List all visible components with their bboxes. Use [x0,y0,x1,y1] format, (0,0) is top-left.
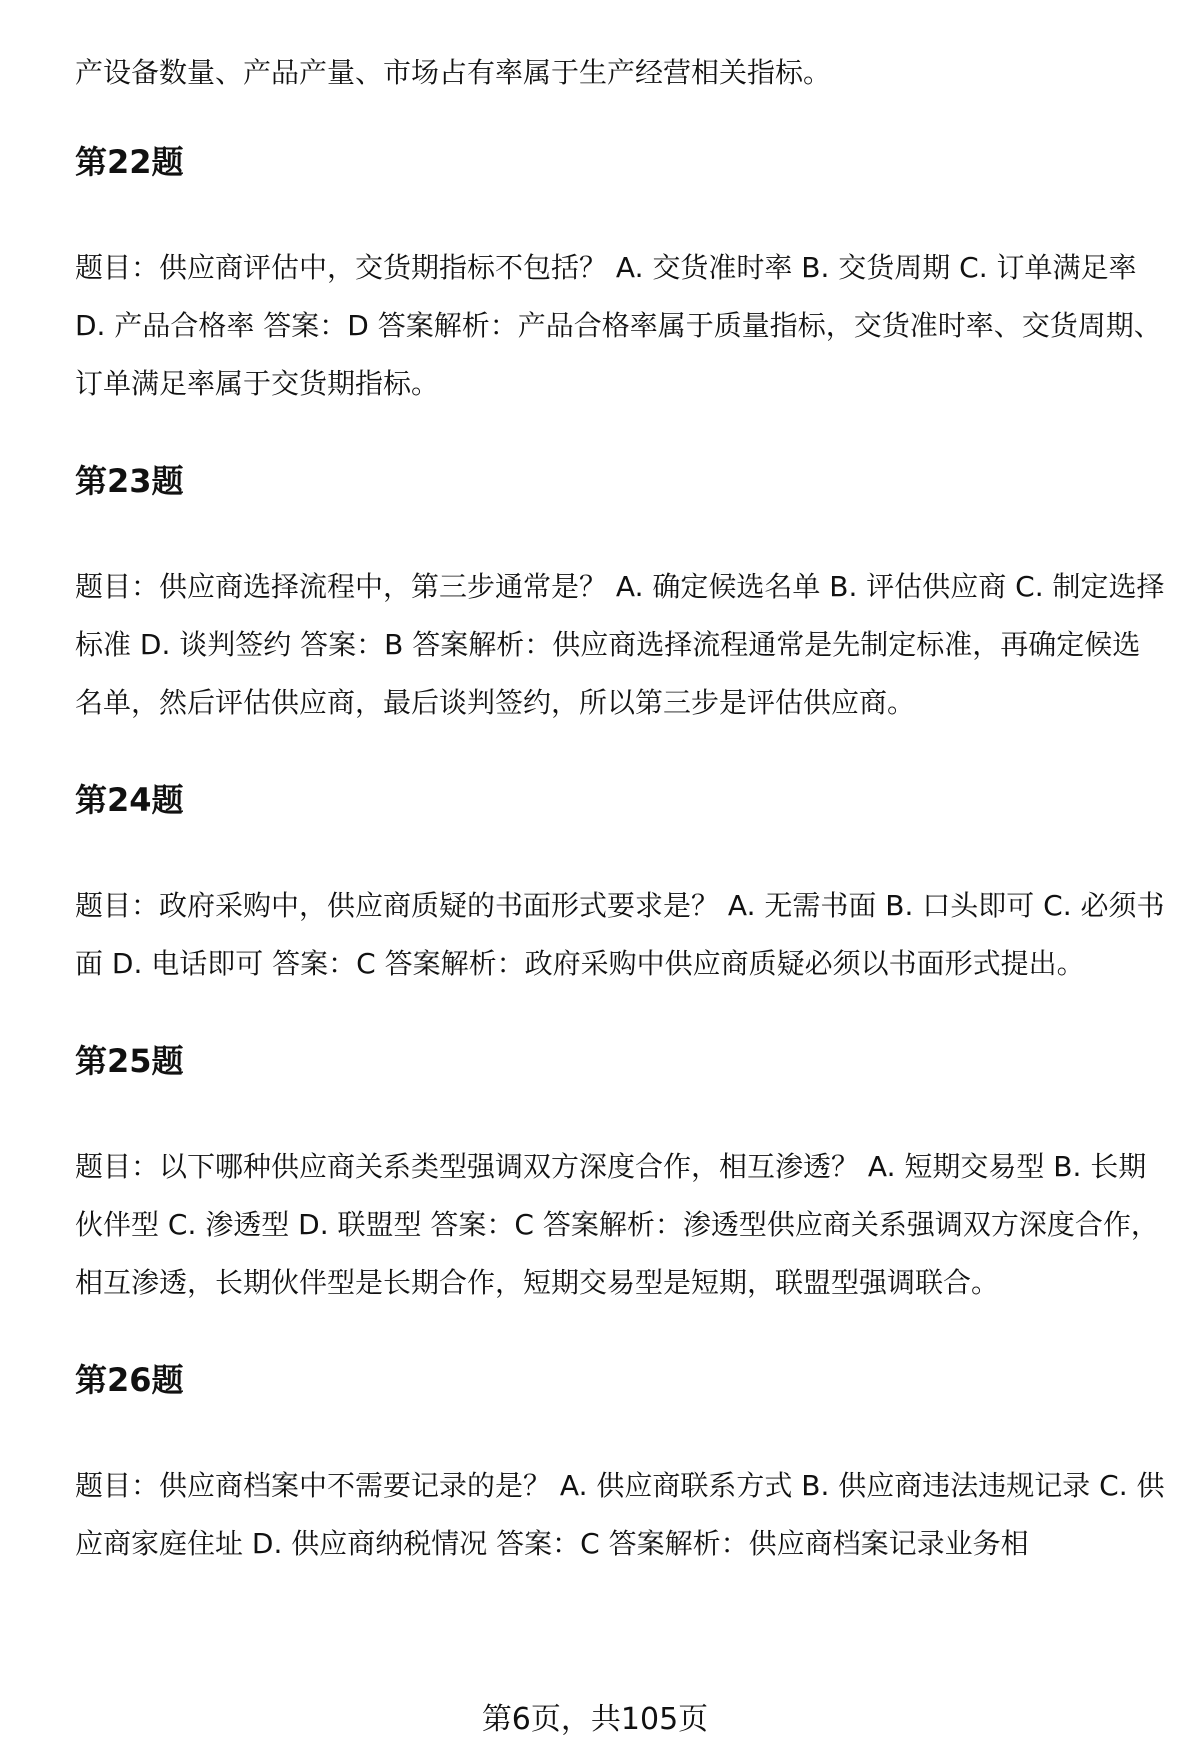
question-title: 第26题 [75,1361,184,1399]
question-title: 第25题 [75,1042,184,1080]
question-body: 题目：政府采购中，供应商质疑的书面形式要求是？ A. 无需书面 B. 口头即可 C. 必须书面 D. 电话即可 答案：C 答案解析：政府采购中供应商质疑必须以书面形式提出。 [75,889,1165,980]
question-body: 题目：供应商评估中，交货期指标不包括？ A. 交货准时率 B. 交货周期 C. 订单满足率 D. 产品合格率 答案：D 答案解析：产品合格率属于质量指标，交货准时率、交货周期、订单满足率属于交货期指标。 [75,251,1162,400]
question-23 [75,456,1165,732]
question-body: 题目：供应商档案中不需要记录的是？ A. 供应商联系方式 B. 供应商违法违规记录 C. 供应商家庭住址 D. 供应商纳税情况 答案：C 答案解析：供应商档案记录业务相 [75,1469,1165,1560]
question-title: 第23题 [75,462,184,500]
question-24 [75,775,1165,993]
question-26 [75,1355,1165,1573]
question-25 [75,1036,1165,1312]
continued-answer-text: 产设备数量、产品产量、市场占有率属于生产经营相关指标。 [75,56,832,89]
question-body: 题目：以下哪种供应商关系类型强调双方深度合作，相互渗透？ A. 短期交易型 B. 长期伙伴型 C. 渗透型 D. 联盟型 答案：C 答案解析：渗透型供应商关系强调双方深度合作，相互渗透，长期伙伴型是长期合作，短期交易型是短期，联盟型强调联合。 [75,1150,1159,1299]
question-22 [75,137,1165,413]
page-number-footer: 第6页，共105页 [481,1702,709,1737]
question-title: 第24题 [75,781,184,819]
question-body: 题目：供应商选择流程中，第三步通常是？ A. 确定候选名单 B. 评估供应商 C. 制定选择标准 D. 谈判签约 答案：B 答案解析：供应商选择流程通常是先制定标准，再确定候选名单，然后评估供应商，最后谈判签约，所以第三步是评估供应商。 [75,570,1165,719]
document-content [75,44,1165,1616]
question-title: 第22题 [75,143,184,181]
